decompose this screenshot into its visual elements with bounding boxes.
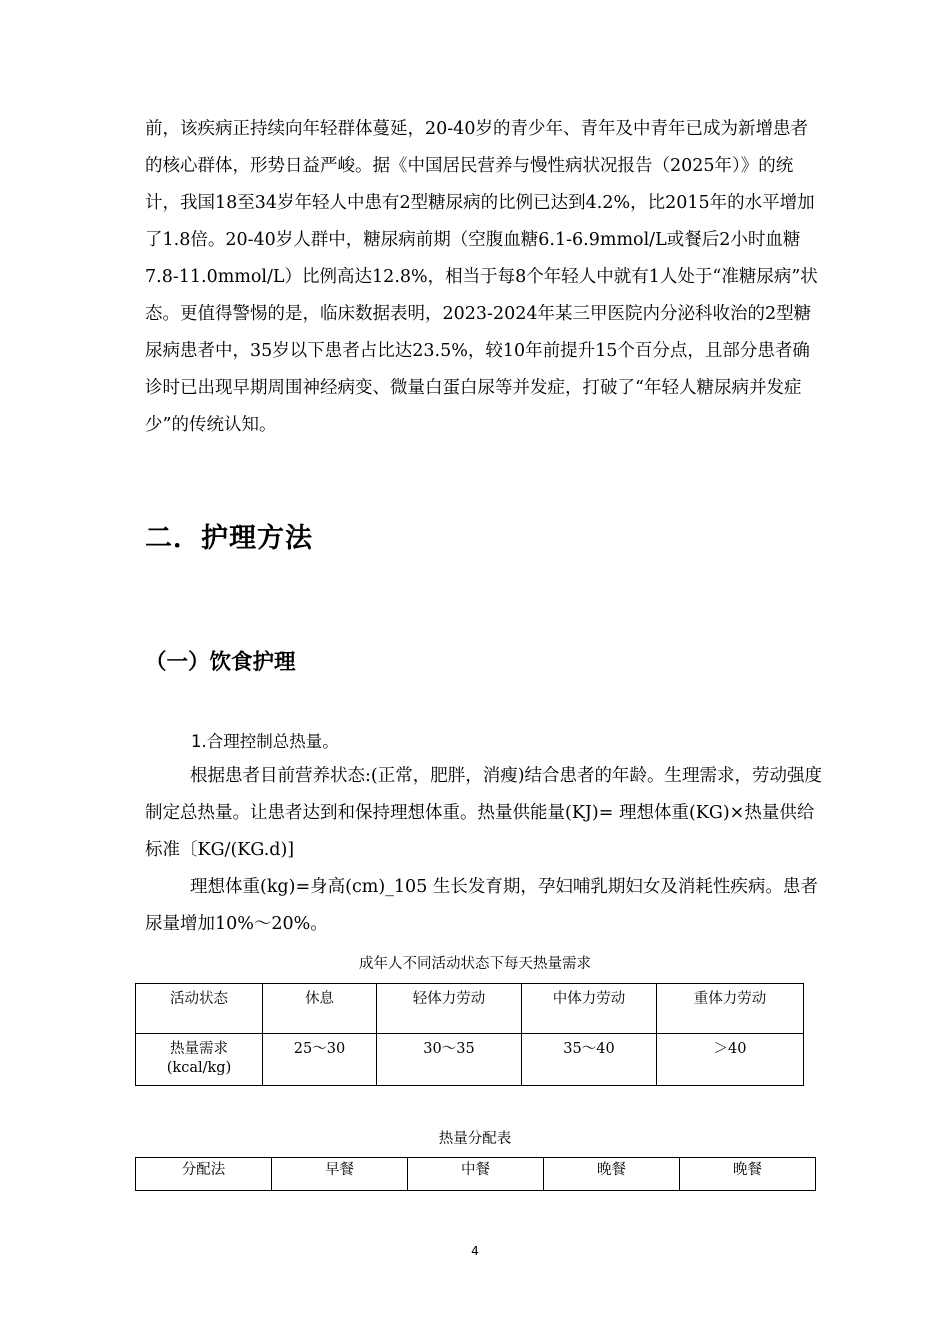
table1-row-label	[136, 1034, 263, 1086]
heat-demand-table	[135, 983, 804, 1086]
table1-header-cell: 休息	[263, 984, 377, 1034]
intro-paragraph: 前，该疾病正持续向年轻群体蔓延，20-40岁的青少年、青年及中青年已成为新增患者的核心群体，形势日益严峻。据《中国居民营养与慢性病状况报告（2025年）》的统计，我国18至34岁年轻人中患有2型糖尿病的比例已达到4.2%，比2015年的水平增加了1.8倍。20-40岁人群中，糖尿病前期（空腹血糖6.1-6.9mmol/L或餐后2小时血糖7.8-11.0mmol/L）比例高达12.8%，相当于每8个年轻人中就有1人处于“准糖尿病”状态。更值得警惕的是，临床数据表明，2023-2024年某三甲医院内分泌科收治的2型糖尿病患者中，35岁以下患者占比达23.5%，较10年前提升15个百分点，且部分患者确诊时已出现早期周围神经病变、微量白蛋白尿等并发症，打破了“年轻人糖尿病并发症少”的传统认知。	[145, 119, 818, 435]
table2-header-cell: 早餐	[272, 1158, 408, 1191]
table2-header-row	[136, 1158, 816, 1191]
table2-header-cell: 晚餐	[544, 1158, 680, 1191]
paragraph-total-heat: 根据患者目前营养状态:(正常，肥胖，消瘦)结合患者的年龄。生理需求，劳动强度制定总热量。让患者达到和保持理想体重。热量供能量(KJ)= 理想体重(KG)×热量供给标准〔KG/(KG.d)]	[145, 766, 823, 860]
heat-distribution-table	[135, 1157, 816, 1191]
item-heading: 1.合理控制总热量。	[191, 732, 339, 751]
subsection-heading: （一）饮食护理	[145, 650, 296, 675]
table1-data-row	[136, 1034, 804, 1086]
table2-header-cell: 中餐	[408, 1158, 544, 1191]
section-heading: 二．护理方法	[145, 523, 313, 554]
table1-value-cell: ＞40	[657, 1034, 804, 1086]
table1-value-cell: 30～35	[377, 1034, 522, 1086]
paragraph-ideal-weight: 理想体重(kg)=身高(cm)_105 生长发育期，孕妇哺乳期妇女及消耗性疾病。患者尿量增加10%～20%。	[145, 877, 818, 934]
row-label-line2: (kcal/kg)	[166, 1060, 232, 1076]
table2-header-cell: 晚餐	[680, 1158, 816, 1191]
table1-header-cell: 中体力劳动	[522, 984, 657, 1034]
page-number: 4	[471, 1244, 479, 1258]
table1-value-cell: 25～30	[263, 1034, 377, 1086]
table1-header-cell: 重体力劳动	[657, 984, 804, 1034]
table1-header-cell: 活动状态	[136, 984, 263, 1034]
table1-header-row	[136, 984, 804, 1034]
table2-header-cell: 分配法	[136, 1158, 272, 1191]
table1-header-cell: 轻体力劳动	[377, 984, 522, 1034]
table2-caption: 热量分配表	[438, 1131, 512, 1147]
row-label-line1: 热量需求	[170, 1041, 228, 1057]
table1-caption: 成年人不同活动状态下每天热量需求	[359, 956, 591, 972]
table1-value-cell: 35～40	[522, 1034, 657, 1086]
